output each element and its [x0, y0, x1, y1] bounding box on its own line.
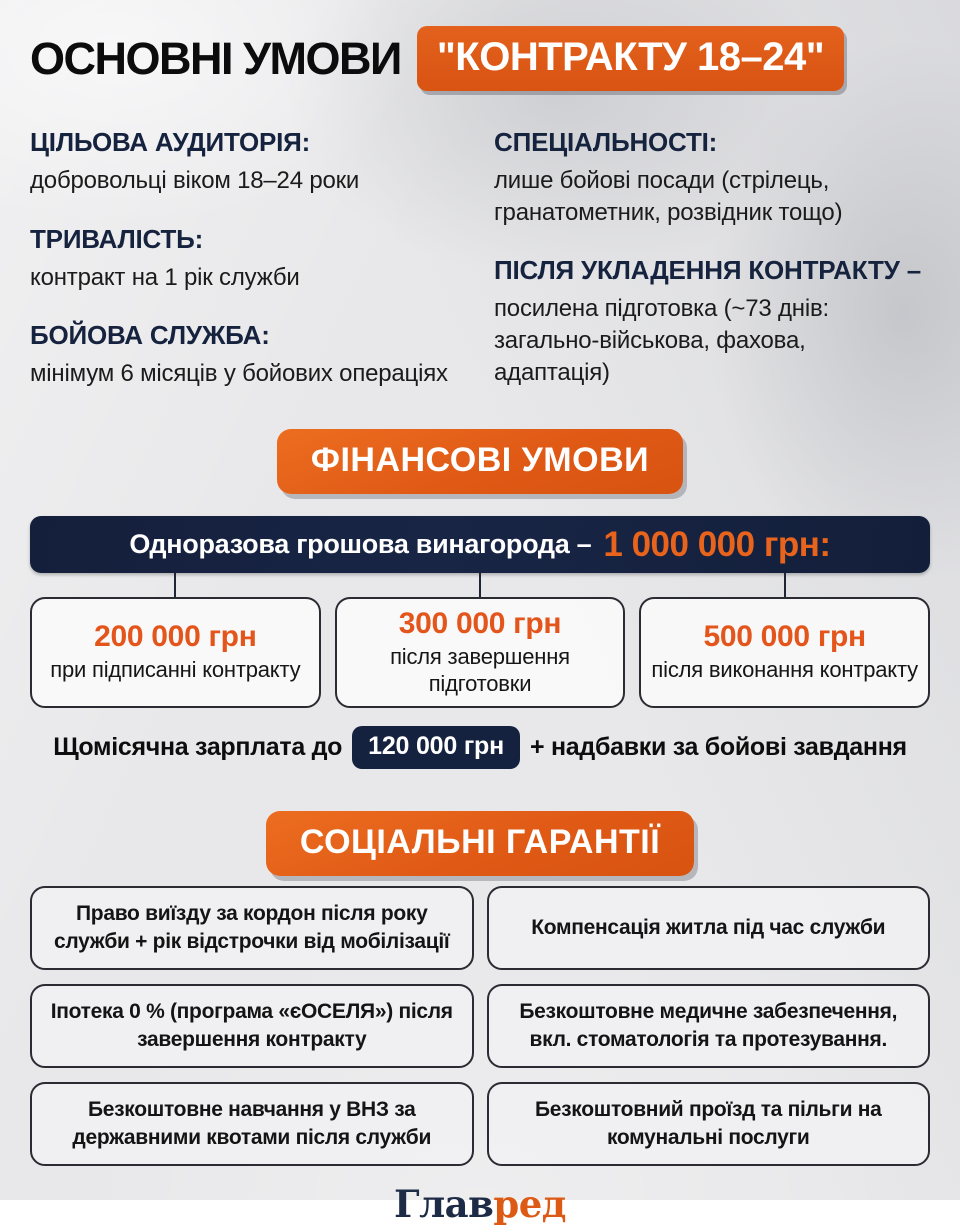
connector-line [784, 573, 786, 597]
payout-amount: 300 000 грн [398, 607, 562, 641]
connector-line [174, 573, 176, 597]
section-title-social: СОЦІАЛЬНІ ГАРАНТІЇ [266, 811, 694, 876]
info-heading: БОЙОВА СЛУЖБА: [30, 320, 270, 351]
info-block-duration [30, 224, 466, 294]
social-card-mortgage: Іпотека 0 % (програма «єОСЕЛЯ») після завершення контракту [30, 984, 474, 1068]
info-block-target-audience [30, 127, 466, 197]
info-body: лише бойові посади (стрілець, гранатометник, розвідник тощо) [494, 167, 843, 226]
bonus-label: Одноразова грошова винагорода – [129, 529, 592, 560]
section-title-financial: ФІНАНСОВІ УМОВИ [277, 429, 683, 494]
info-body: контракт на 1 рік служби [30, 263, 300, 291]
info-block-after-signing [494, 255, 930, 388]
page-title: ОСНОВНІ УМОВИ [30, 32, 401, 84]
salary-suffix: + надбавки за бойові завдання [530, 732, 907, 761]
salary-line [0, 726, 960, 769]
info-section [0, 91, 960, 417]
info-block-combat-service [30, 320, 466, 390]
social-card-transport-utilities: Безкоштовний проїзд та пільги на комунальні послуги [487, 1082, 931, 1166]
payout-card-signing [30, 597, 321, 708]
info-body: мінімум 6 місяців у бойових операціях [30, 360, 448, 388]
social-card-housing-compensation: Компенсація житла під час служби [487, 886, 931, 970]
info-heading: ЦІЛЬОВА АУДИТОРІЯ: [30, 127, 311, 157]
bonus-amount: 1 000 000 грн: [603, 524, 831, 564]
connector-cell [335, 573, 626, 597]
info-body: добровольці віком 18–24 роки [30, 167, 360, 194]
payout-cards [0, 597, 960, 708]
payout-desc: при підписанні контракту [50, 657, 301, 683]
social-card-travel-abroad: Право виїзду за кордон після року служби + рік відстрочки від мобілізації [30, 886, 474, 970]
header [0, 0, 960, 91]
info-body: посилена підготовка (~73 днів: загально-військова, фахова, адаптація) [494, 295, 829, 386]
footer [0, 1182, 960, 1226]
connector-cell [30, 573, 321, 597]
info-column-right [494, 127, 930, 417]
social-card-medical: Безкоштовне медичне забезпечення, вкл. стоматологія та протезування. [487, 984, 931, 1068]
payout-card-completion [639, 597, 930, 708]
payout-desc: після завершення підготовки [390, 644, 570, 696]
salary-prefix: Щомісячна зарплата до [53, 732, 343, 761]
info-block-specialties [494, 127, 930, 228]
connector-line [479, 573, 481, 597]
info-column-left [30, 127, 466, 417]
social-card-education: Безкоштовне навчання у ВНЗ за державними квотами після служби [30, 1082, 474, 1166]
payout-amount: 500 000 грн [703, 620, 866, 654]
info-heading: СПЕЦІАЛЬНОСТІ: [494, 127, 718, 157]
brand-logo-part-dark: Глав [394, 1181, 494, 1226]
payout-desc: після виконання контракту [651, 657, 918, 683]
info-heading: ПІСЛЯ УКЛАДЕННЯ КОНТРАКТУ – [494, 255, 921, 286]
title-contract-badge: "КОНТРАКТУ 18–24" [417, 26, 844, 91]
social-cards [0, 876, 960, 1166]
payout-card-training [335, 597, 626, 708]
info-heading: ТРИВАЛІСТЬ: [30, 223, 204, 254]
brand-logo-part-orange: ред [493, 1181, 566, 1226]
salary-amount-badge: 120 000 грн [352, 726, 520, 769]
payout-amount: 200 000 грн [94, 620, 257, 654]
connector-row [0, 573, 960, 597]
connector-cell [639, 573, 930, 597]
bonus-bar [30, 516, 930, 573]
